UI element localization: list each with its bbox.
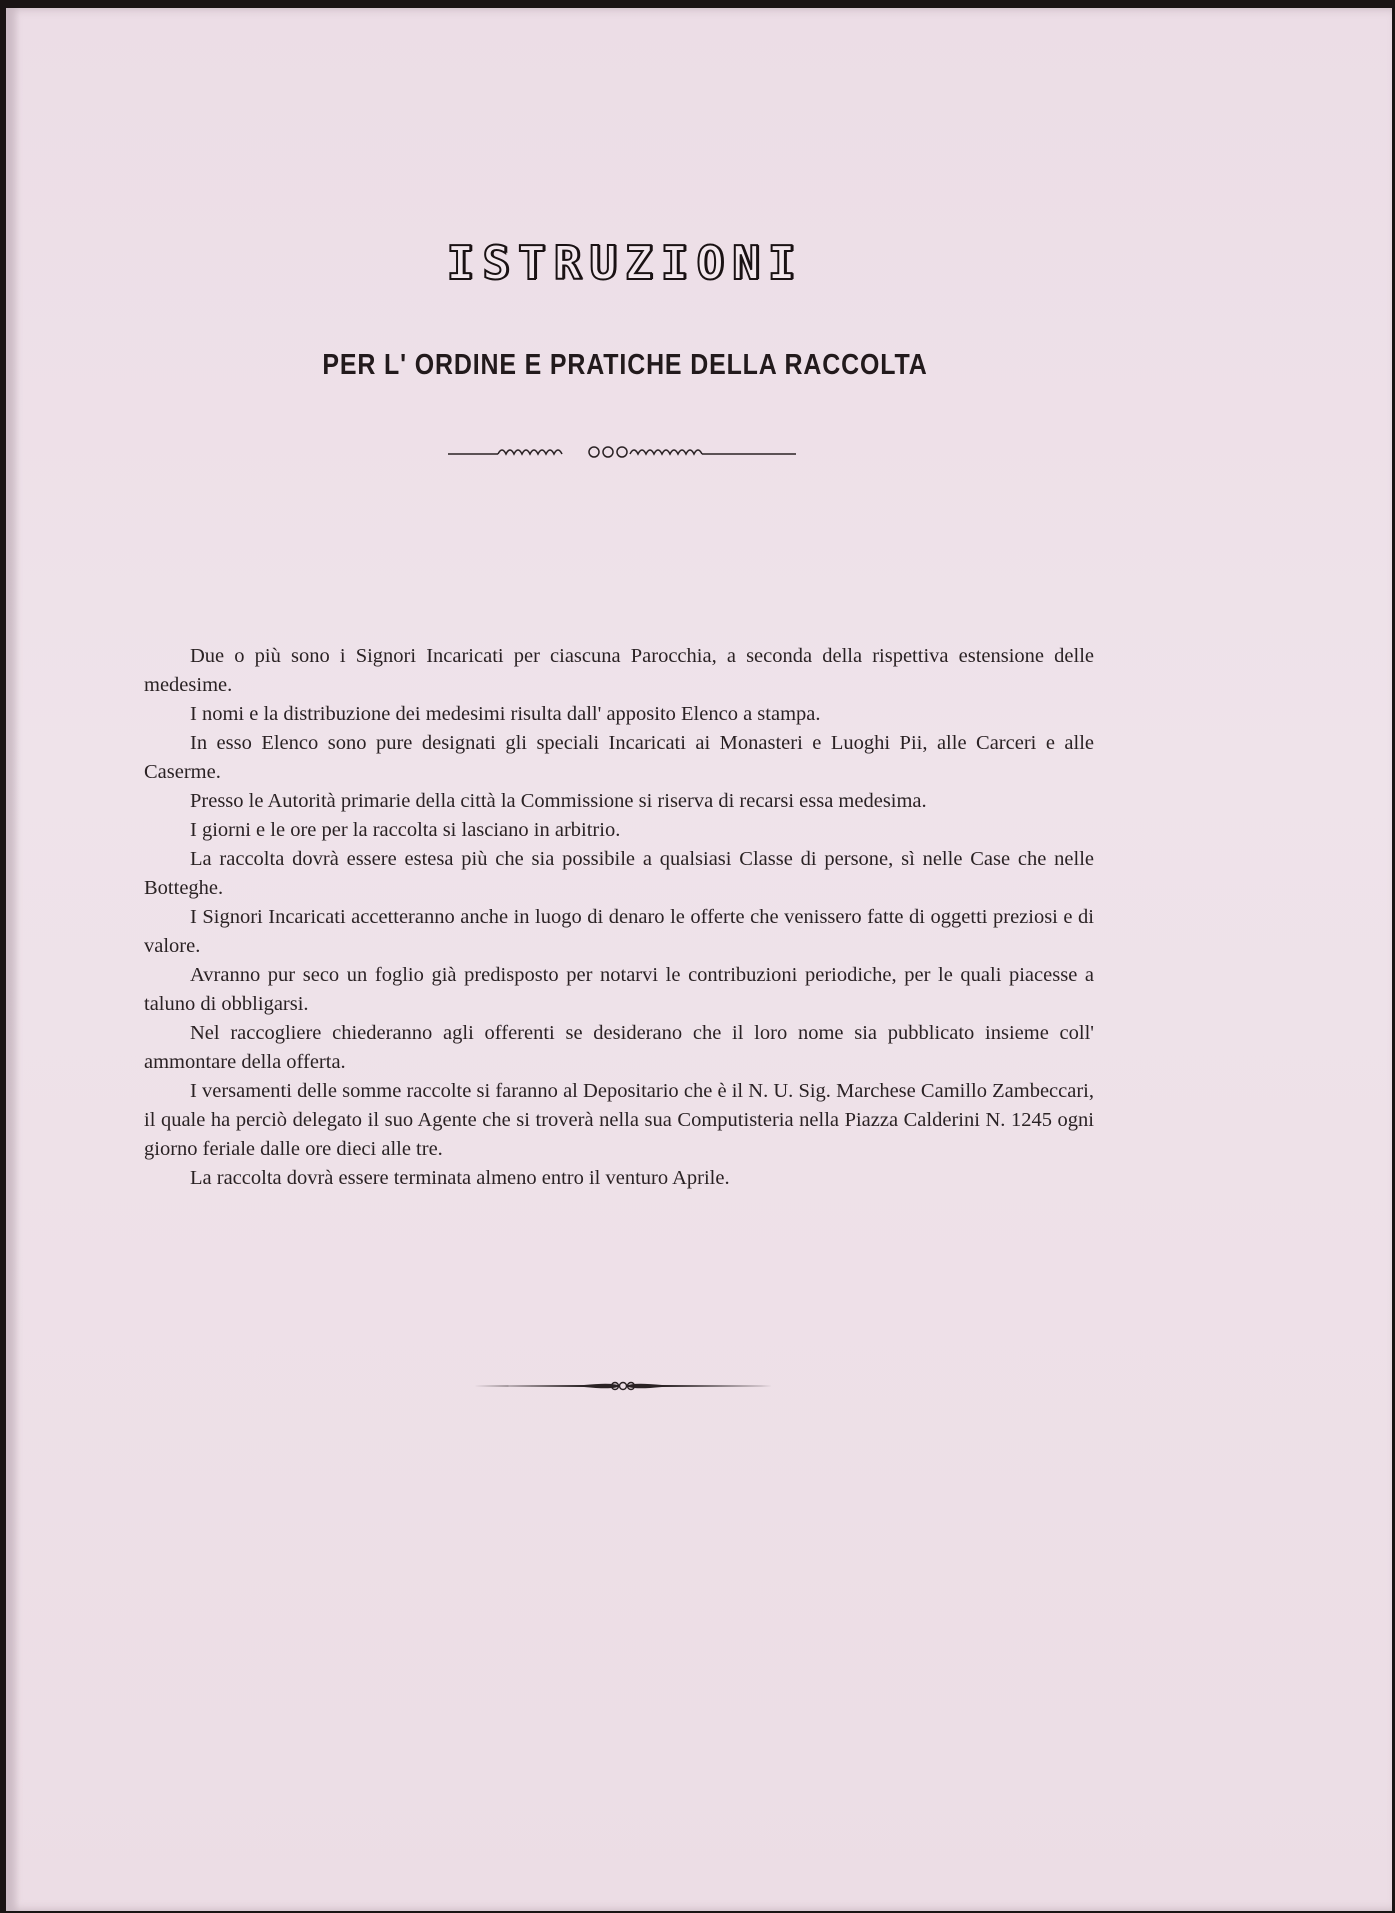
top-ornament-divider [448,440,796,462]
page-left-edge [6,8,20,1911]
paragraph-11: La raccolta dovrà essere terminata almeno entro il venturo Aprile. [190,1167,730,1189]
paragraph-4: Presso le Autorità primarie della città la Commissione si riserva di recarsi essa medesima. [190,790,927,812]
paragraph-5: I giorni e le ore per la raccolta si lasciano in arbitrio. [190,819,621,841]
paragraph-9: Nel raccogliere chiederanno agli offerenti se desiderano che il loro nome sia pubblicato insieme coll' ammontare della offerta. [144,1022,1094,1073]
document-title: ISTRUZIONI [446,236,804,290]
paragraph-1: Due o più sono i Signori Incaricati per ciascuna Parocchia, a seconda della rispettiva estensione delle medesime. [144,645,1094,696]
bottom-ornament-divider [474,1378,772,1394]
paragraph-3: In esso Elenco sono pure designati gli speciali Incaricati ai Monasteri e Luoghi Pii, alle Carceri e alle Caserme. [144,732,1094,783]
paragraph-2: I nomi e la distribuzione dei medesimi risulta dall' apposito Elenco a stampa. [190,703,821,725]
paragraph-10: I versamenti delle somme raccolte si faranno al Depositario che è il N. U. Sig. Marchese Camillo Zambeccari, il quale ha perciò delegato il suo Agente che si troverà nella sua Computisteria nella Piazza Calderini N. 1245 ogni giorno feriale dalle ore dieci alle tre. [144,1080,1094,1160]
paragraph-8: Avranno pur seco un foglio già predisposto per notarvi le contribuzioni periodiche, per le quali piacesse a taluno di obbligarsi. [144,964,1094,1015]
paragraph-7: I Signori Incaricati accetteranno anche in luogo di denaro le offerte che venissero fatte di oggetti preziosi e di valore. [144,906,1094,957]
paragraph-6: La raccolta dovrà essere estesa più che sia possibile a qualsiasi Classe di persone, sì nelle Case che nelle Botteghe. [144,848,1094,899]
document-subtitle: PER L' ORDINE E PRATICHE DELLA RACCOLTA [322,349,928,381]
document-body [144,642,1094,1193]
